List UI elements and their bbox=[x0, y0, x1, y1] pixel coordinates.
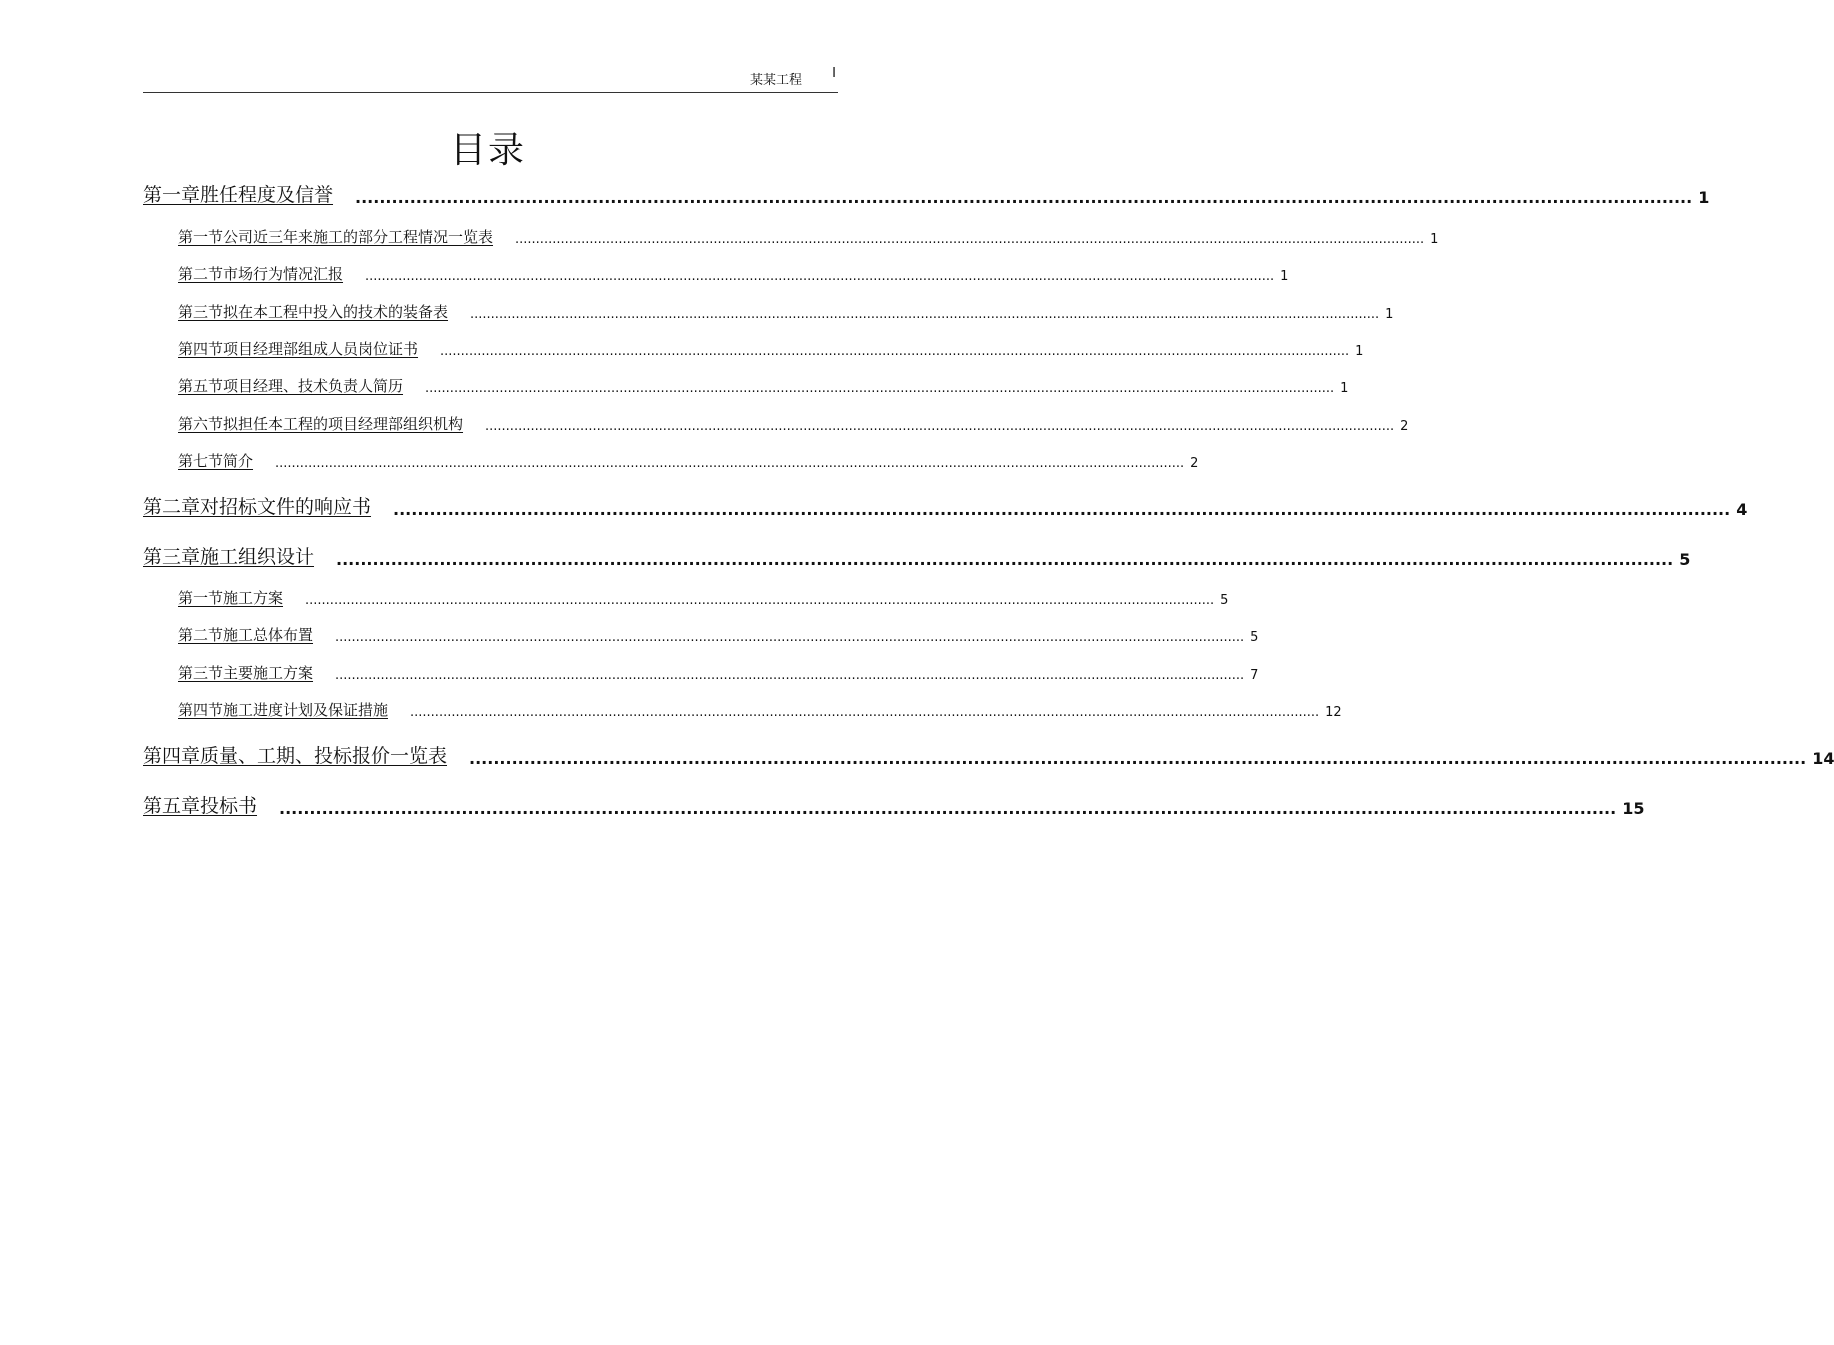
toc-entry-page: 1 bbox=[1385, 307, 1394, 322]
toc-entry-page: 5 bbox=[1220, 593, 1229, 608]
toc-entry-page: 4 bbox=[1736, 500, 1748, 519]
toc-entry-section[interactable] bbox=[178, 587, 1229, 608]
toc-entry-label: 第五章投标书 bbox=[143, 795, 258, 817]
toc-leader-dots: ............................................................................................................................................................................................................................ bbox=[335, 668, 1245, 683]
toc-title: 目录 bbox=[449, 130, 526, 171]
toc-leader-dots: ............................................................................................................................................................................................................................ bbox=[470, 307, 1380, 322]
toc-entry-section[interactable] bbox=[178, 662, 1259, 683]
toc-leader-dots: ............................................................................................................................................................................................................................ bbox=[515, 232, 1425, 247]
toc-entry-page: 1 bbox=[1430, 232, 1439, 247]
toc-leader-dots: ............................................................................................................................................................................................................................ bbox=[279, 799, 1617, 818]
toc-entry-page: 2 bbox=[1400, 419, 1409, 434]
toc-entry-chapter[interactable] bbox=[143, 741, 1834, 768]
toc-leader-dots: ............................................................................................................................................................................................................................ bbox=[425, 381, 1335, 396]
toc-leader-dots: ............................................................................................................................................................................................................................ bbox=[335, 630, 1245, 645]
toc-entry-label: 第一章胜任程度及信誉 bbox=[143, 184, 334, 206]
toc-entry-section[interactable] bbox=[178, 338, 1364, 359]
toc-entry-page: 1 bbox=[1698, 188, 1710, 207]
toc-entry-page: 7 bbox=[1250, 668, 1259, 683]
toc-entry-label: 第四章质量、工期、投标报价一览表 bbox=[143, 745, 448, 767]
toc-entry-section[interactable] bbox=[178, 450, 1199, 471]
toc-leader-dots: ............................................................................................................................................................................................................................ bbox=[440, 344, 1350, 359]
toc-entry-section[interactable] bbox=[178, 226, 1439, 247]
toc-entry-label: 第一节公司近三年来施工的部分工程情况一览表 bbox=[178, 228, 494, 246]
toc-leader-dots: ............................................................................................................................................................................................................................ bbox=[485, 419, 1395, 434]
toc-leader-dots: ............................................................................................................................................................................................................................ bbox=[336, 550, 1674, 569]
toc-entry-chapter[interactable] bbox=[143, 492, 1748, 519]
toc-entry-label: 第七节简介 bbox=[178, 452, 254, 470]
toc-entry-page: 1 bbox=[1280, 269, 1289, 284]
toc-leader-dots: ............................................................................................................................................................................................................................ bbox=[305, 593, 1215, 608]
toc-leader-dots: ............................................................................................................................................................................................................................ bbox=[393, 500, 1731, 519]
toc-entry-section[interactable] bbox=[178, 699, 1342, 720]
toc-leader-dots: ............................................................................................................................................................................................................................ bbox=[355, 188, 1693, 207]
toc-leader-dots: ............................................................................................................................................................................................................................ bbox=[365, 269, 1275, 284]
toc-entry-page: 15 bbox=[1622, 799, 1645, 818]
toc-entry-section[interactable] bbox=[178, 263, 1289, 284]
toc-entry-label: 第三章施工组织设计 bbox=[143, 546, 315, 568]
toc-leader-dots: ............................................................................................................................................................................................................................ bbox=[410, 705, 1320, 720]
toc-entry-section[interactable] bbox=[178, 375, 1349, 396]
toc-entry-page: 12 bbox=[1325, 705, 1342, 720]
toc-entry-page: 5 bbox=[1250, 630, 1259, 645]
toc-entry-page: 14 bbox=[1812, 749, 1834, 768]
toc-entry-label: 第四节项目经理部组成人员岗位证书 bbox=[178, 340, 419, 358]
toc-entry-label: 第三节主要施工方案 bbox=[178, 664, 314, 682]
toc-entry-label: 第三节拟在本工程中投入的技术的装备表 bbox=[178, 303, 449, 321]
toc-entry-page: 1 bbox=[1355, 344, 1364, 359]
toc-entry-page: 5 bbox=[1679, 550, 1691, 569]
toc-entry-chapter[interactable] bbox=[143, 791, 1645, 818]
toc-entry-section[interactable] bbox=[178, 301, 1394, 322]
header-title: 某某工程 bbox=[749, 73, 802, 88]
toc-entry-label: 第六节拟担任本工程的项目经理部组织机构 bbox=[178, 415, 464, 433]
toc-entry-label: 第二节施工总体布置 bbox=[178, 626, 314, 644]
toc-entry-label: 第一节施工方案 bbox=[178, 589, 284, 607]
toc-entry-page: 1 bbox=[1340, 381, 1349, 396]
toc-entry-label: 第五节项目经理、技术负责人简历 bbox=[178, 377, 404, 395]
header-page-number: I bbox=[832, 66, 836, 81]
toc-entry-label: 第二节市场行为情况汇报 bbox=[178, 265, 344, 283]
toc-leader-dots: ............................................................................................................................................................................................................................ bbox=[469, 749, 1807, 768]
toc-entry-label: 第四节施工进度计划及保证措施 bbox=[178, 701, 389, 719]
toc-entry-page: 2 bbox=[1190, 456, 1199, 471]
toc-entry-label: 第二章对招标文件的响应书 bbox=[143, 496, 372, 518]
toc-entry-chapter[interactable] bbox=[143, 542, 1691, 569]
toc-leader-dots: ............................................................................................................................................................................................................................ bbox=[275, 456, 1185, 471]
toc-entry-section[interactable] bbox=[178, 413, 1409, 434]
toc-entry-section[interactable] bbox=[178, 624, 1259, 645]
page-header bbox=[143, 66, 838, 93]
toc-entry-chapter[interactable] bbox=[143, 180, 1710, 207]
